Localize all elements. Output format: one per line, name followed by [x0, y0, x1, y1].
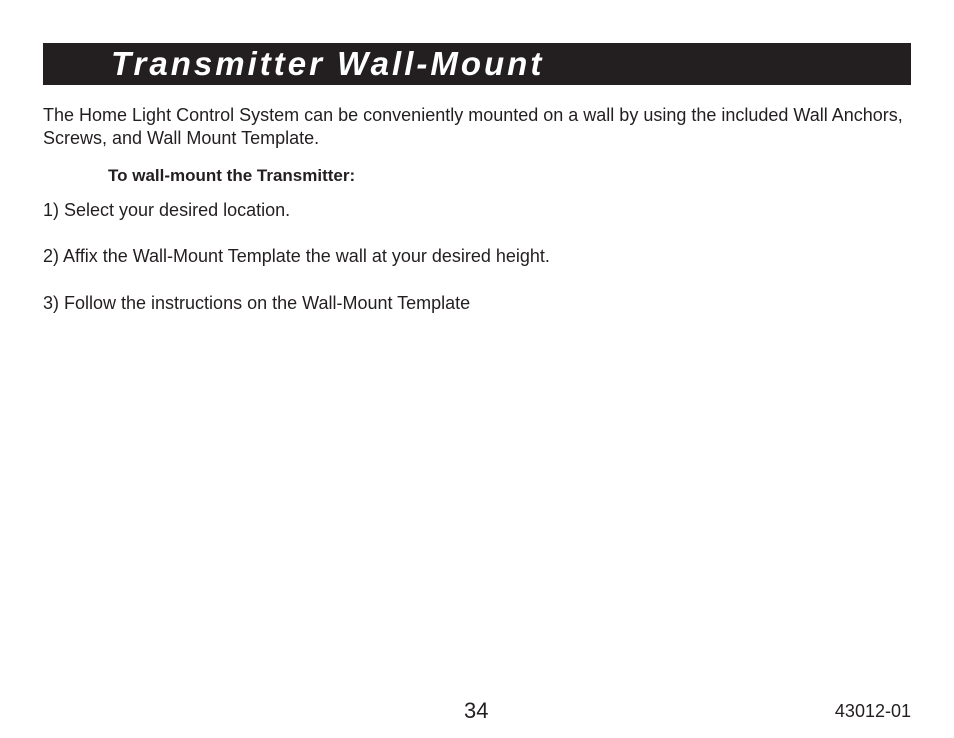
page-number: 34 — [464, 698, 489, 723]
instructions-subheading: To wall-mount the Transmitter: — [108, 166, 356, 185]
page-title: Transmitter Wall-Mount — [111, 45, 545, 82]
step-2: 2) Affix the Wall-Mount Template the wall at your desired height. — [43, 246, 550, 266]
step-1: 1) Select your desired location. — [43, 200, 291, 220]
title-bar — [43, 43, 911, 85]
intro-paragraph: The Home Light Control System can be conveniently mounted on a wall by using the included Wall Anchors, Screws, and Wall Mount Template. — [43, 105, 903, 148]
step-3: 3) Follow the instructions on the Wall-Mount Template — [43, 293, 471, 313]
document-code: 43012-01 — [834, 701, 911, 721]
